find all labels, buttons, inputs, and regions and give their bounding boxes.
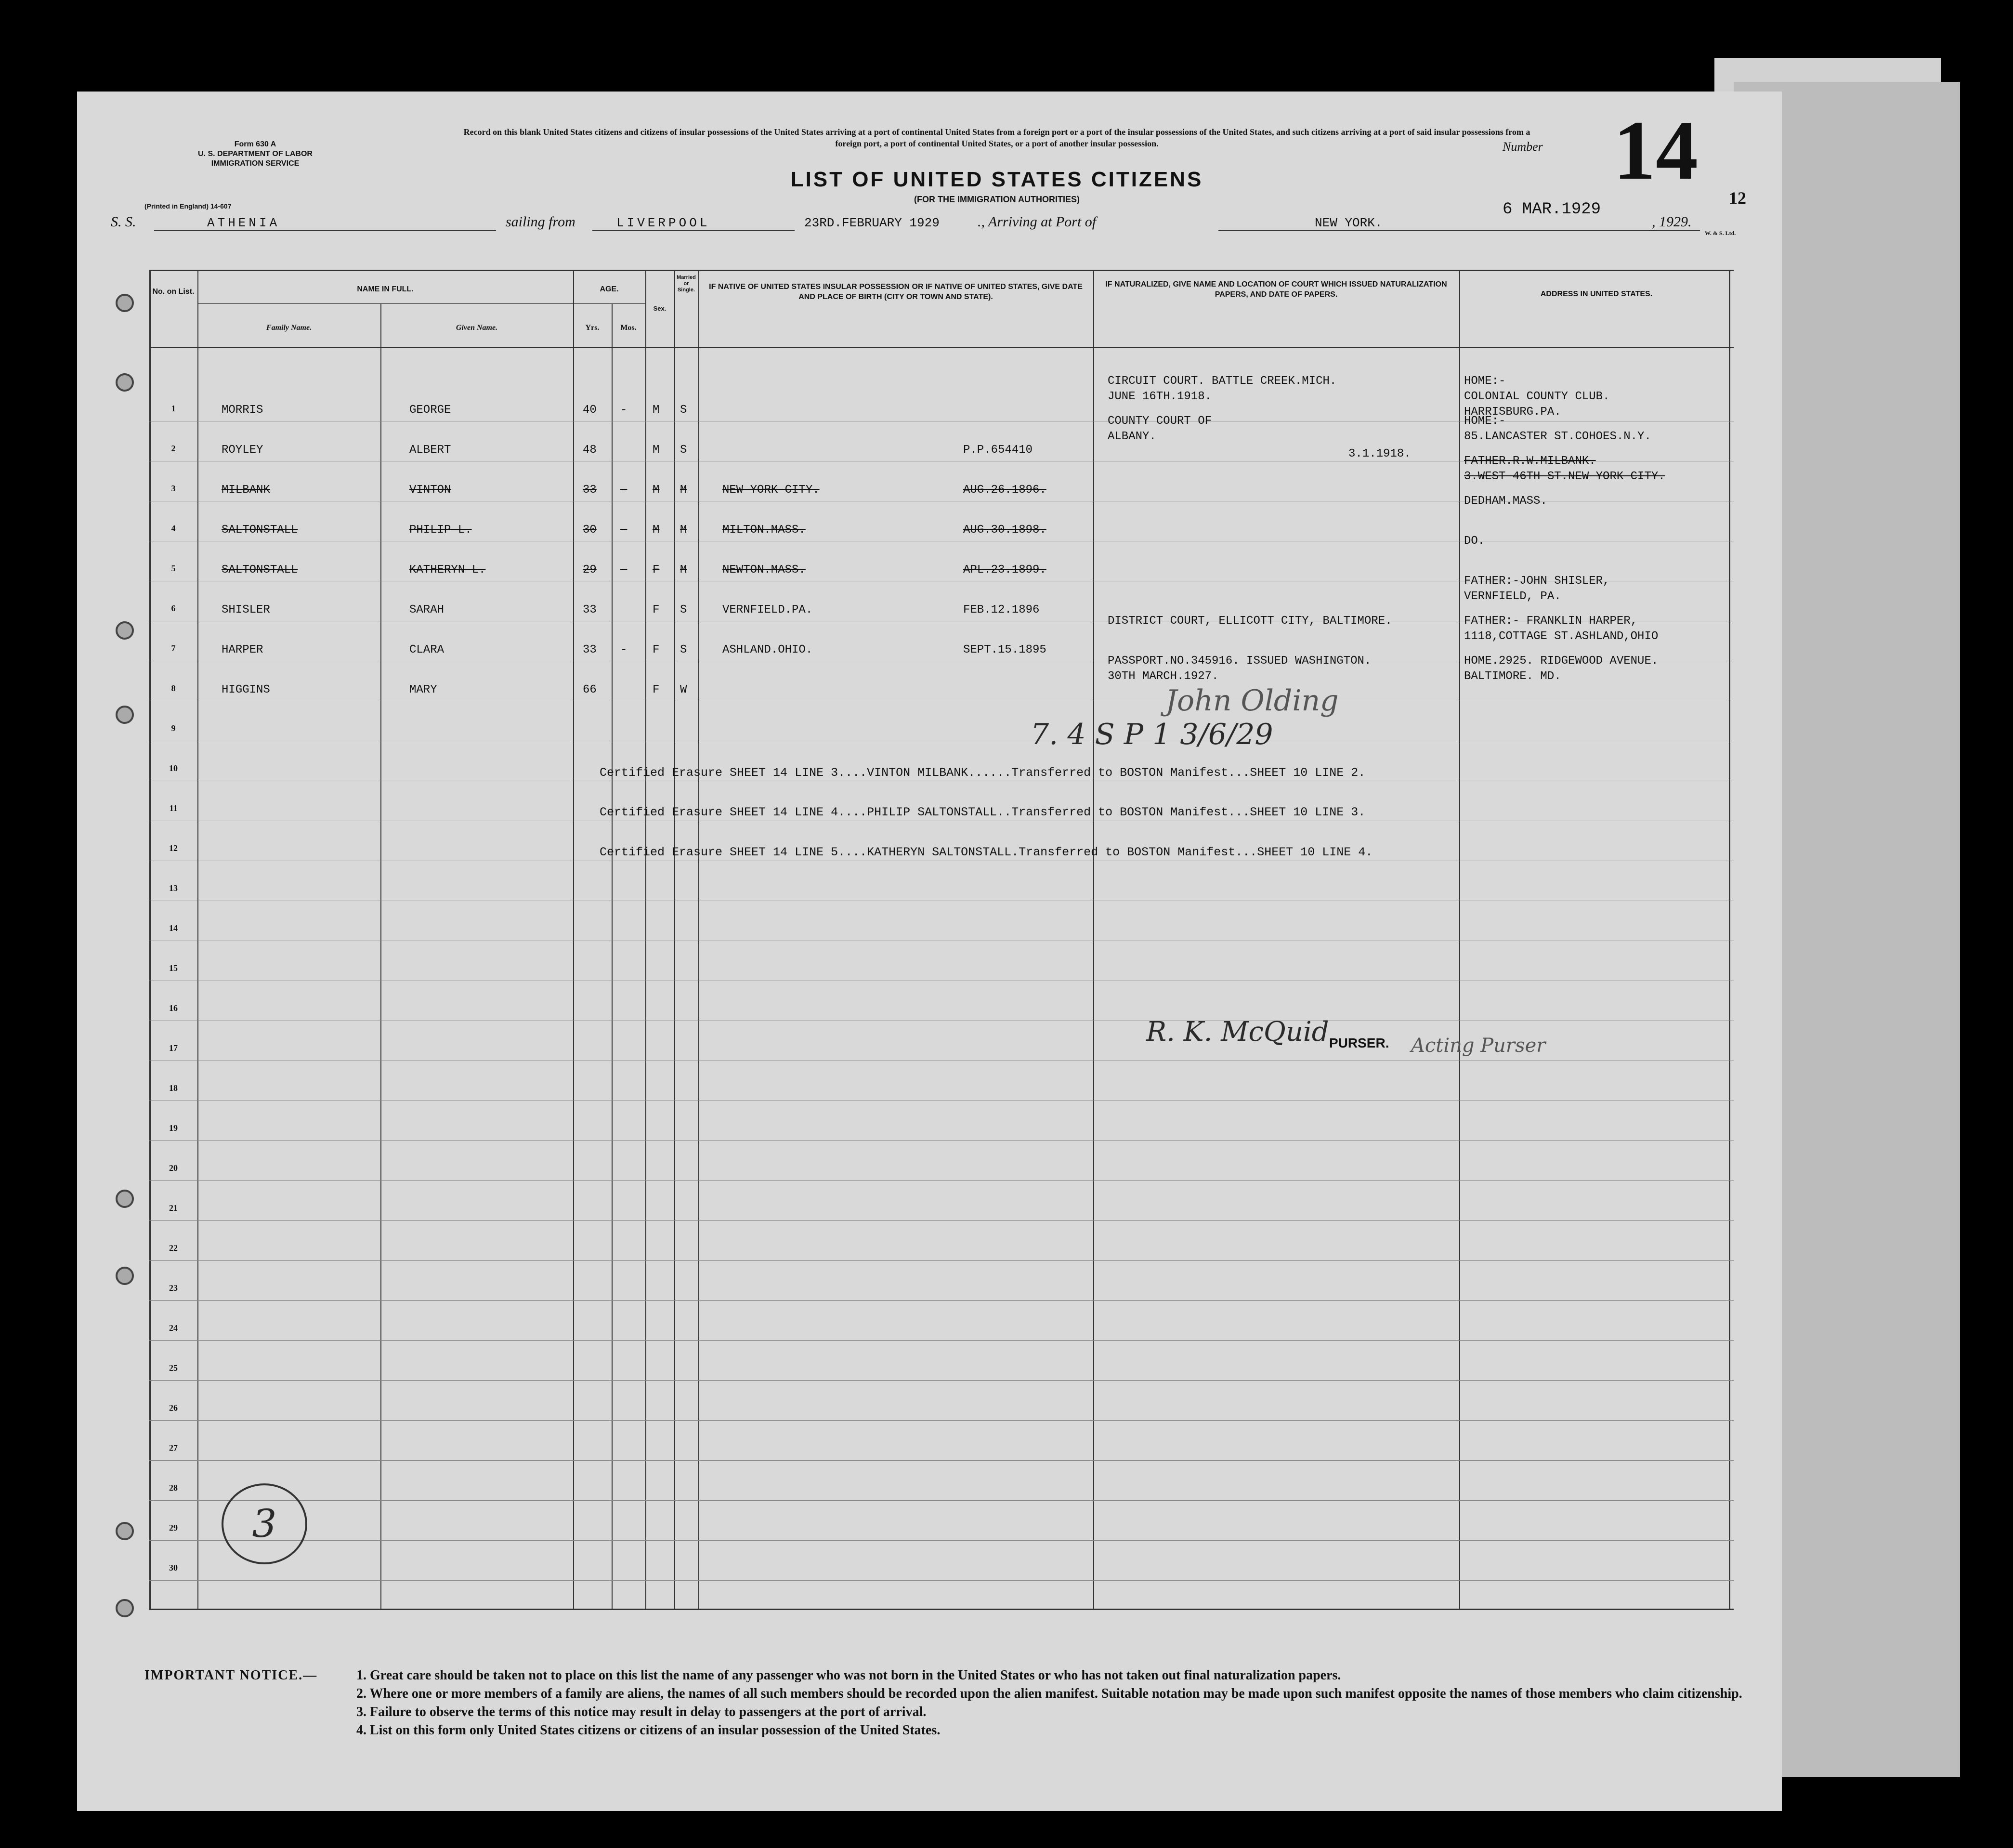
- cell-address3: HARRISBURG.PA.: [1464, 406, 1561, 419]
- cell-mos: -: [620, 643, 627, 656]
- cell-age: 30: [583, 524, 597, 537]
- col-no-header: No. on List.: [152, 288, 195, 296]
- cell-court-date: JUNE 16TH.1918.: [1108, 390, 1212, 403]
- row-number: 27: [169, 1443, 178, 1453]
- cell-birth-date: AUG.26.1896.: [963, 484, 1046, 497]
- cell-address2: 85.LANCASTER ST.COHOES.N.Y.: [1464, 430, 1651, 443]
- cell-birth-date: AUG.30.1898.: [963, 524, 1046, 537]
- side-number: 12: [1729, 188, 1746, 208]
- row-number: 7: [171, 643, 176, 653]
- row-number: 6: [171, 603, 176, 613]
- page-subtitle: (FOR THE IMMIGRATION AUTHORITIES): [914, 195, 1080, 204]
- form-number: Form 630 A: [234, 140, 276, 148]
- cell-age: 66: [583, 683, 597, 696]
- cell-given: VINTON: [409, 484, 451, 497]
- cell-birth-date: FEB.12.1896: [963, 603, 1040, 616]
- cell-address: HOME.2925. RIDGEWOOD AVENUE.: [1464, 655, 1659, 668]
- certification-line: Certified Erasure SHEET 14 LINE 5....KATHERYN SALTONSTALL.Transferred to BOSTON Manifest...SHEET 10 LINE 4.: [600, 845, 1373, 859]
- year-suffix: , 1929.: [1652, 214, 1692, 230]
- binding-hole: [116, 1190, 134, 1208]
- cell-marital: M: [680, 564, 687, 577]
- row-number: 11: [169, 803, 178, 813]
- cell-given: SARAH: [409, 603, 444, 616]
- row-number: 9: [171, 723, 176, 733]
- row-rule: [149, 1380, 1734, 1381]
- cell-court: COUNTY COURT OF: [1108, 415, 1212, 428]
- row-number: 13: [169, 883, 178, 893]
- purser-signature: R. K. McQuid: [1146, 1016, 1329, 1048]
- row-number: 8: [171, 683, 176, 693]
- cell-mos: -: [620, 484, 627, 497]
- cell-birth-place: ASHLAND.OHIO.: [722, 643, 813, 656]
- sheet-number: 14: [1613, 104, 1698, 197]
- cell-address: HOME:-: [1464, 415, 1506, 428]
- cell-age: 33: [583, 643, 597, 656]
- row-number: 20: [169, 1163, 178, 1173]
- col-mos-header: Mos.: [620, 324, 637, 332]
- cell-given: CLARA: [409, 643, 444, 656]
- arrival-stamp: 6 MAR.1929: [1503, 200, 1601, 219]
- cell-sex: F: [653, 564, 660, 577]
- col-marital-header: Married or Single.: [677, 275, 696, 293]
- cell-marital: W: [680, 683, 687, 696]
- cell-address2: 1118,COTTAGE ST.ASHLAND,OHIO: [1464, 630, 1659, 643]
- cell-address2: COLONIAL COUNTY CLUB.: [1464, 390, 1610, 403]
- row-number: 5: [171, 564, 176, 573]
- cell-birth-place: NEWTON.MASS.: [722, 564, 806, 577]
- row-rule: [149, 1340, 1734, 1341]
- cell-court: PASSPORT.NO.345916. ISSUED WASHINGTON.: [1108, 655, 1372, 668]
- cell-birth-place: NEW YORK CITY.: [722, 484, 820, 497]
- binding-hole: [116, 621, 134, 640]
- col-naturalized-header: IF NATURALIZED, GIVE NAME AND LOCATION OF COURT WHICH ISSUED NATURALIZATION PAPERS, AND DATE OF PAPERS.: [1105, 280, 1447, 299]
- page-title: LIST OF UNITED STATES CITIZENS: [790, 168, 1203, 191]
- cell-family: HARPER: [222, 643, 263, 656]
- notice-item: 3. Failure to observe the terms of this notice may result in delay to passengers at the port of arrival.: [356, 1704, 927, 1719]
- cell-address: FATHER:-JOHN SHISLER,: [1464, 575, 1610, 588]
- row-rule: [149, 1460, 1734, 1461]
- cell-address: FATHER:- FRANKLIN HARPER,: [1464, 615, 1638, 628]
- row-number: 25: [169, 1363, 178, 1373]
- manifest-page: [77, 92, 1782, 1811]
- departure-date: 23RD.FEBRUARY 1929: [804, 216, 940, 230]
- cell-given: ALBERT: [409, 444, 451, 457]
- cell-sex: F: [653, 603, 660, 616]
- row-rule: [149, 1580, 1734, 1581]
- binding-hole: [116, 706, 134, 724]
- row-rule: [149, 1420, 1734, 1421]
- manufacturer-code: W. & S. Ltd.: [1705, 230, 1736, 236]
- cell-sex: F: [653, 643, 660, 656]
- col-sex-header: Sex.: [653, 305, 667, 312]
- row-rule: [149, 1500, 1734, 1501]
- cell-sex: M: [653, 484, 660, 497]
- cell-sex: M: [653, 404, 660, 417]
- row-number: 23: [169, 1283, 178, 1293]
- notice-heading: IMPORTANT NOTICE.—: [144, 1668, 318, 1683]
- row-number: 10: [169, 763, 178, 773]
- cell-family: HIGGINS: [222, 683, 270, 696]
- instructions: Record on this blank United States citizens and citizens of insular possessions of the United States arriving at a port of continental United States from a foreign port or a port of the insular possessions of the United States, and such citizens arriving at a port of said insular possessions from a foreign port, a port of continental United States, or a port of another insular possession.: [463, 127, 1530, 148]
- binding-hole: [116, 373, 134, 392]
- row-number: 24: [169, 1323, 178, 1333]
- cell-birth-place: MILTON.MASS.: [722, 524, 806, 537]
- cell-address: HOME:-: [1464, 375, 1506, 388]
- printed-in: (Printed in England) 14-607: [144, 202, 232, 210]
- cell-mos: -: [620, 564, 627, 577]
- cell-family: SHISLER: [222, 603, 270, 616]
- row-number: 3: [171, 484, 176, 493]
- service: IMMIGRATION SERVICE: [211, 159, 300, 168]
- row-number: 16: [169, 1003, 178, 1013]
- binding-hole: [116, 294, 134, 312]
- cell-age: 48: [583, 444, 597, 457]
- cell-address2: VERNFIELD, PA.: [1464, 590, 1561, 603]
- cell-court-date: 30TH MARCH.1927.: [1108, 670, 1219, 683]
- cell-family: MILBANK: [222, 484, 270, 497]
- row-number: 14: [169, 923, 178, 933]
- cell-sex: M: [653, 444, 660, 457]
- cell-marital: M: [680, 484, 687, 497]
- certification-line: Certified Erasure SHEET 14 LINE 4....PHILIP SALTONSTALL..Transferred to BOSTON Manifest...SHEET 10 LINE 3.: [600, 805, 1366, 819]
- row-number: 15: [169, 963, 178, 973]
- cell-address2: BALTIMORE. MD.: [1464, 670, 1561, 683]
- row-rule: [149, 1140, 1734, 1141]
- row-number: 2: [171, 444, 176, 453]
- cell-marital: S: [680, 603, 687, 616]
- col-name-header: NAME IN FULL.: [357, 285, 414, 293]
- row-number: 12: [169, 843, 178, 853]
- cell-family: SALTONSTALL: [222, 564, 298, 577]
- sailing-label: sailing from: [506, 214, 575, 230]
- cell-mos: -: [620, 404, 627, 417]
- cell-court-date: ALBANY.: [1108, 430, 1156, 443]
- cell-birth-place: VERNFIELD.PA.: [722, 603, 813, 616]
- cell-birth-date: APL.23.1899.: [963, 564, 1046, 577]
- cell-family: ROYLEY: [222, 444, 263, 457]
- cell-marital: S: [680, 404, 687, 417]
- col-family-header: Family Name.: [266, 324, 312, 332]
- col-given-header: Given Name.: [456, 324, 498, 332]
- handwritten-annotation: Acting Purser: [1411, 1035, 1546, 1057]
- cell-given: KATHERYN L.: [409, 564, 486, 577]
- form-id-block: [144, 140, 366, 169]
- cell-birth-date: SEPT.15.1895: [963, 643, 1046, 656]
- row-number: 29: [169, 1523, 178, 1533]
- cell-marital: M: [680, 524, 687, 537]
- cell-sex: M: [653, 524, 660, 537]
- arrival-port: NEW YORK.: [1315, 216, 1383, 230]
- cell-address: DO.: [1464, 535, 1485, 548]
- cell-address: DEDHAM.MASS.: [1464, 495, 1547, 508]
- col-birth-header: IF NATIVE OF UNITED STATES INSULAR POSSESSION OR IF NATIVE OF UNITED STATES, GIVE DATE AND PLACE OF BIRTH (CITY OR TOWN AND STATE).: [709, 283, 1083, 301]
- cell-age: 33: [583, 603, 597, 616]
- row-number: 28: [169, 1483, 178, 1493]
- cell-mos: -: [620, 524, 627, 537]
- cell-court-date2: 3.1.1918.: [1348, 447, 1411, 460]
- row-number: 21: [169, 1203, 178, 1213]
- cell-given: MARY: [409, 683, 437, 696]
- ss-label: S. S.: [111, 214, 136, 230]
- purser-label: PURSER.: [1329, 1035, 1389, 1050]
- cell-marital: S: [680, 444, 687, 457]
- row-rule: [149, 1180, 1734, 1181]
- binding-hole: [116, 1599, 134, 1617]
- cell-given: PHILIP L.: [409, 524, 472, 537]
- row-rule: [149, 1540, 1734, 1541]
- handwritten-inspector-signature: John Olding: [1165, 684, 1339, 718]
- col-yrs-header: Yrs.: [585, 324, 600, 332]
- notice-item: 1. Great care should be taken not to place on this list the name of any passenger who was not born in the United States or who has not taken out final naturalization papers.: [356, 1668, 1341, 1683]
- row-number: 26: [169, 1403, 178, 1413]
- row-rule: [149, 1260, 1734, 1261]
- cell-address: FATHER.R.W.MILBANK.: [1464, 455, 1596, 468]
- ship-name: ATHENIA: [207, 216, 280, 230]
- cell-age: 29: [583, 564, 597, 577]
- cell-court: CIRCUIT COURT. BATTLE CREEK.MICH.: [1108, 375, 1337, 388]
- number-label: Number: [1503, 140, 1543, 154]
- cell-age: 40: [583, 404, 597, 417]
- arriving-label: ., Arriving at Port of: [978, 214, 1097, 230]
- cell-given: GEORGE: [409, 404, 451, 417]
- origin-port: LIVERPOOL: [616, 216, 710, 230]
- notice-item: 2. Where one or more members of a family are aliens, the names of all such members should be recorded upon the alien manifest. Suitable notation may be made upon such manifest opposite the names of those members who claim citizenship.: [356, 1686, 1742, 1701]
- handwritten-inspector-note: 7. 4 S P 1 3/6/29: [1031, 718, 1273, 751]
- cell-court: DISTRICT COURT, ELLICOTT CITY, BALTIMORE.: [1108, 615, 1392, 628]
- row-number: 30: [169, 1563, 178, 1573]
- circled-mark: 3: [222, 1483, 307, 1564]
- cell-sex: F: [653, 683, 660, 696]
- row-number: 18: [169, 1083, 178, 1093]
- cell-marital: S: [680, 643, 687, 656]
- cell-address2: 3.WEST 46TH ST.NEW YORK CITY.: [1464, 470, 1665, 483]
- cell-family: MORRIS: [222, 404, 263, 417]
- binding-hole: [116, 1522, 134, 1540]
- row-number: 1: [171, 404, 176, 413]
- cell-age: 33: [583, 484, 597, 497]
- row-number: 4: [171, 524, 176, 533]
- cell-family: SALTONSTALL: [222, 524, 298, 537]
- binding-hole: [116, 1267, 134, 1285]
- row-number: 19: [169, 1123, 178, 1133]
- row-rule: [149, 1220, 1734, 1221]
- row-number: 22: [169, 1243, 178, 1253]
- notice-item: 4. List on this form only United States citizens or citizens of an insular possession of the United States.: [356, 1723, 941, 1738]
- col-age-header: AGE.: [600, 285, 619, 293]
- department: U. S. DEPARTMENT OF LABOR: [198, 150, 313, 158]
- col-address-header: ADDRESS IN UNITED STATES.: [1540, 290, 1653, 298]
- row-rule: [149, 1300, 1734, 1301]
- cell-birth-date: P.P.654410: [963, 444, 1033, 457]
- certification-line: Certified Erasure SHEET 14 LINE 3....VINTON MILBANK......Transferred to BOSTON Manifest...SHEET 10 LINE 2.: [600, 766, 1366, 780]
- row-number: 17: [169, 1043, 178, 1053]
